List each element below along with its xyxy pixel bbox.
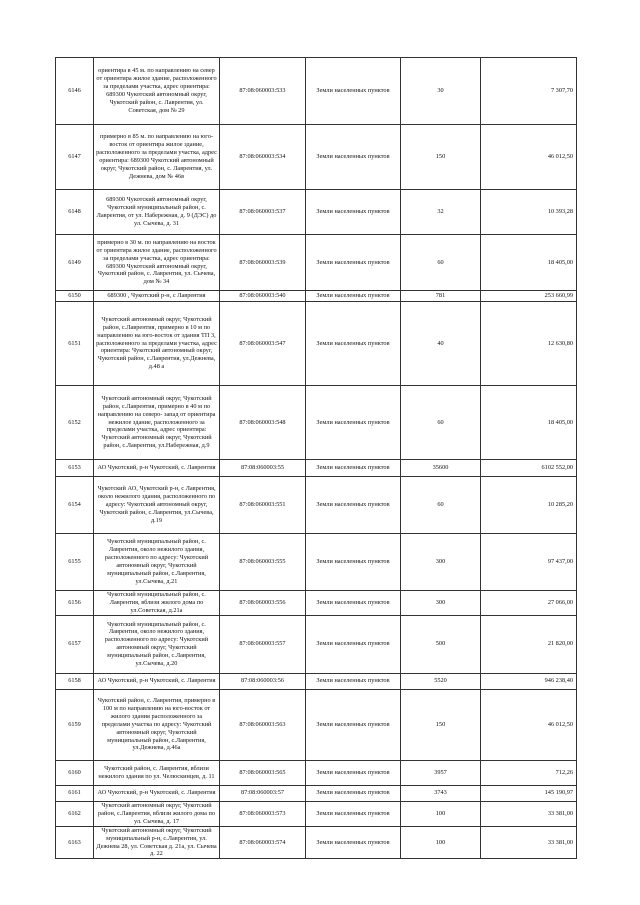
cell-cost: 7 307,70 xyxy=(481,58,577,125)
cell-num: 6152 xyxy=(56,386,94,460)
cell-cadastral: 87:08:060003:533 xyxy=(220,58,306,125)
table-row xyxy=(56,591,577,616)
cell-category: Земли населенных пунктов xyxy=(306,125,401,190)
cell-address: Чукотский автономный округ, Чукотский район, с.Лаврентия, вблизи жилого дома по ул. Сычева, д. 17 xyxy=(94,801,220,826)
cell-address: Чукотский муниципальный район, с. Лаврентия, около нежилого здания, расположенного по адресу: Чукотский автономный округ, Чукотский муниципальный район, с.Лаврентия, ул.Сычева, д.21 xyxy=(94,534,220,591)
cell-num: 6151 xyxy=(56,302,94,386)
cell-cadastral: 87:08:060003:547 xyxy=(220,302,306,386)
cell-area: 500 xyxy=(401,615,481,673)
cell-cadastral: 87:08:060003:55 xyxy=(220,460,306,477)
table-row xyxy=(56,460,577,477)
cell-cadastral: 87:08:060003:539 xyxy=(220,235,306,291)
cell-address: примерно в 85 м. по направлению на юго-восток от ориентира жилое здание, расположенного за пределами участка, адрес ориентира: 689300 Чукотский автономный округ, Чукотский район, с. Лаврентия, ул. Дежнева, дом № 46в xyxy=(94,125,220,190)
cell-area: 150 xyxy=(401,689,481,760)
cell-address: Чукотский автономный округ, Чукотский район, с.Лаврентия, примерно в 40 м по направлению на северо- запад от ориентира нежилое здание, расположенного за пределами участка, адрес ориентира: Чукотский автономный округ, Чукотский район, с.Лаврентия, ул.Набережная, д.9 xyxy=(94,386,220,460)
table-row xyxy=(56,477,577,534)
cell-num: 6147 xyxy=(56,125,94,190)
cell-cost: 21 820,00 xyxy=(481,615,577,673)
table-row xyxy=(56,689,577,760)
cell-area: 5520 xyxy=(401,673,481,689)
cell-cadastral: 87:08:060003:540 xyxy=(220,291,306,302)
cell-area: 32 xyxy=(401,190,481,235)
cell-address: Чукотский АО, Чукотский р-н, с Лаврентия, около нежилого здания, расположенного по адресу: Чукотский автономный округ, Чукотский район, с.Лаврентия, ул.Сычева, д.19 xyxy=(94,477,220,534)
cell-category: Земли населенных пунктов xyxy=(306,477,401,534)
cell-category: Земли населенных пунктов xyxy=(306,235,401,291)
cell-cost: 10 393,28 xyxy=(481,190,577,235)
cell-cadastral: 87:08:060003:551 xyxy=(220,477,306,534)
cell-cadastral: 87:08:060003:565 xyxy=(220,760,306,785)
cell-cost: 18 405,00 xyxy=(481,235,577,291)
cell-address: Чукотский муниципальный район, с. Лаврентия, вблизи жилого дома по ул.Советская, д.21а xyxy=(94,591,220,616)
cell-cost: 18 405,00 xyxy=(481,386,577,460)
cell-area: 300 xyxy=(401,591,481,616)
cell-category: Земли населенных пунктов xyxy=(306,673,401,689)
cell-num: 6153 xyxy=(56,460,94,477)
cell-cadastral: 87:08:060003:563 xyxy=(220,689,306,760)
cell-area: 300 xyxy=(401,534,481,591)
cell-category: Земли населенных пунктов xyxy=(306,291,401,302)
cell-cost: 10 285,20 xyxy=(481,477,577,534)
table-row xyxy=(56,386,577,460)
table-row xyxy=(56,615,577,673)
cell-cadastral: 87:08:060003:557 xyxy=(220,615,306,673)
cell-cost: 46 012,50 xyxy=(481,689,577,760)
cell-address: Чукотский автономный округ, Чукотский муниципальный р-н, с.Лаврентия, ул. Дежнева 28, ул. Советская д. 21а, ул. Сычева д. 22 xyxy=(94,826,220,859)
cell-cadastral: 87:08:060003:574 xyxy=(220,826,306,859)
cell-address: АО Чукотский, р-н Чукотский, с. Лаврентия xyxy=(94,673,220,689)
cell-category: Земли населенных пунктов xyxy=(306,760,401,785)
cell-category: Земли населенных пунктов xyxy=(306,460,401,477)
cell-address: Чукотский муниципальный район, с. Лаврентия, около нежилого здания, расположенного по адресу: Чукотский автономный округ, Чукотский муниципальный район, с.Лаврентия, ул.Сычева, д.20 xyxy=(94,615,220,673)
cell-category: Земли населенных пунктов xyxy=(306,826,401,859)
table-row xyxy=(56,785,577,801)
cell-num: 6150 xyxy=(56,291,94,302)
cell-cost: 97 437,00 xyxy=(481,534,577,591)
table-row xyxy=(56,190,577,235)
cell-cost: 253 660,99 xyxy=(481,291,577,302)
cell-area: 3957 xyxy=(401,760,481,785)
cell-address: АО Чукотский, р-н Чукотский, с. Лаврентия xyxy=(94,460,220,477)
cell-category: Земли населенных пунктов xyxy=(306,190,401,235)
cell-num: 6149 xyxy=(56,235,94,291)
cell-address: 689300 Чукотский автономный округ, Чукотский муниципальный район, с. Лаврентия, от ул. Набережная, д. 9 (ДЭС) до ул. Сычева, д. 31 xyxy=(94,190,220,235)
table-row xyxy=(56,291,577,302)
cell-category: Земли населенных пунктов xyxy=(306,534,401,591)
cell-cost: 6102 552,00 xyxy=(481,460,577,477)
cell-address: 689300 , Чукотский р-н, с Лаврентия xyxy=(94,291,220,302)
cell-num: 6163 xyxy=(56,826,94,859)
cell-cadastral: 87:08:060003:573 xyxy=(220,801,306,826)
cell-address: АО Чукотский, р-н Чукотский, с. Лаврентия xyxy=(94,785,220,801)
cell-area: 35600 xyxy=(401,460,481,477)
cell-cadastral: 87:08:060003:537 xyxy=(220,190,306,235)
cell-area: 30 xyxy=(401,58,481,125)
table-row xyxy=(56,235,577,291)
cell-area: 60 xyxy=(401,477,481,534)
table-row xyxy=(56,760,577,785)
cell-cadastral: 87:08:060003:534 xyxy=(220,125,306,190)
cell-num: 6161 xyxy=(56,785,94,801)
cell-address: Чукотский автономный округ, Чукотский район, с.Лаврентия, примерно в 10 м по направлению на юго-восток от здания ТП 3, расположенного за пределами участка, адрес ориентира: Чукотский автономный округ, Чукотский район, с.Лаврентия, ул.Дежнева, д.48 а xyxy=(94,302,220,386)
cell-address: примерно в 30 м. по направлению на восток от ориентира жилое здание, расположенного за пределами участка, адрес ориентира: 689300 Чукотский автономный округ, Чукотский район, с. Лаврентия, ул. Сычева, дом № 34 xyxy=(94,235,220,291)
cell-category: Земли населенных пунктов xyxy=(306,615,401,673)
cell-num: 6160 xyxy=(56,760,94,785)
table-row xyxy=(56,826,577,859)
cell-area: 100 xyxy=(401,826,481,859)
cell-cost: 33 381,00 xyxy=(481,826,577,859)
cell-cadastral: 87:08:060003:556 xyxy=(220,591,306,616)
cell-cadastral: 87:08:060003:555 xyxy=(220,534,306,591)
cell-num: 6158 xyxy=(56,673,94,689)
cell-num: 6156 xyxy=(56,591,94,616)
cell-cost: 712,26 xyxy=(481,760,577,785)
cell-num: 6159 xyxy=(56,689,94,760)
cell-cadastral: 87:08:060003:56 xyxy=(220,673,306,689)
cell-cost: 946 238,40 xyxy=(481,673,577,689)
cell-address: Чукотский район, с. Лаврентия, примерно в 100 м по направлению на юго-восток от жилого здания расположенного за пределами участка по адресу: Чукотский автономный округ, Чукотский муниципальный район, с.Лаврентия, ул.Дежнева, д.46а xyxy=(94,689,220,760)
cell-cadastral: 87:08:060003:57 xyxy=(220,785,306,801)
cell-cost: 12 630,80 xyxy=(481,302,577,386)
cell-num: 6146 xyxy=(56,58,94,125)
cell-num: 6155 xyxy=(56,534,94,591)
cell-area: 40 xyxy=(401,302,481,386)
table-row xyxy=(56,673,577,689)
cell-num: 6154 xyxy=(56,477,94,534)
cell-cost: 33 381,00 xyxy=(481,801,577,826)
table-row xyxy=(56,801,577,826)
cell-category: Земли населенных пунктов xyxy=(306,302,401,386)
cell-area: 3743 xyxy=(401,785,481,801)
land-plots-table xyxy=(55,57,577,859)
cell-category: Земли населенных пунктов xyxy=(306,801,401,826)
cell-area: 100 xyxy=(401,801,481,826)
cell-area: 60 xyxy=(401,235,481,291)
cell-category: Земли населенных пунктов xyxy=(306,785,401,801)
cell-area: 781 xyxy=(401,291,481,302)
table-row xyxy=(56,302,577,386)
cell-address: ориентира в 45 м. по направлению на север от ориентира жилое здание, расположенного за пределами участка, адрес ориентира: 689300 Чукотский автономный округ, Чукотский район, с. Лаврентия, ул. Советская, дом № 29 xyxy=(94,58,220,125)
cell-area: 60 xyxy=(401,386,481,460)
cell-category: Земли населенных пунктов xyxy=(306,58,401,125)
cell-category: Земли населенных пунктов xyxy=(306,591,401,616)
cell-address: Чукотский район, с. Лаврентия, вблизи нежилого здания по ул. Челюскинцев, д. 11 xyxy=(94,760,220,785)
cell-cost: 27 066,00 xyxy=(481,591,577,616)
cell-num: 6157 xyxy=(56,615,94,673)
cell-category: Земли населенных пунктов xyxy=(306,386,401,460)
cell-cost: 145 190,97 xyxy=(481,785,577,801)
cell-cost: 46 012,50 xyxy=(481,125,577,190)
table-row xyxy=(56,534,577,591)
cell-category: Земли населенных пунктов xyxy=(306,689,401,760)
cell-area: 150 xyxy=(401,125,481,190)
table-row xyxy=(56,58,577,125)
cell-num: 6148 xyxy=(56,190,94,235)
table-row xyxy=(56,125,577,190)
cell-num: 6162 xyxy=(56,801,94,826)
cell-cadastral: 87:08:060003:548 xyxy=(220,386,306,460)
